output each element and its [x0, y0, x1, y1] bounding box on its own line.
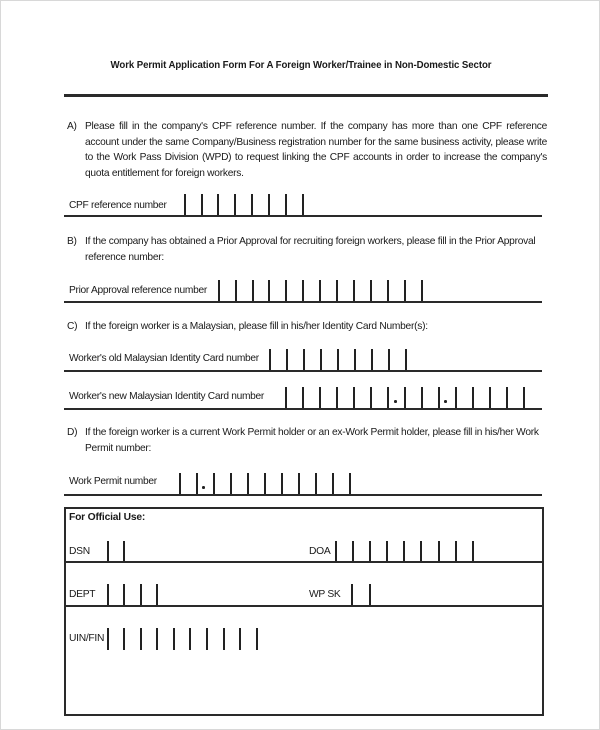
- official-row-divider-2: [64, 605, 544, 607]
- old-ic-line: [64, 370, 542, 372]
- box-separator-tick: [332, 473, 334, 495]
- box-separator-tick: [107, 628, 109, 650]
- box-separator-tick: [285, 280, 287, 302]
- title-rule: [64, 94, 548, 97]
- box-separator-tick: [404, 387, 406, 409]
- box-separator-tick: [252, 280, 254, 302]
- box-separator-tick: [251, 194, 253, 216]
- box-separator-tick: [421, 280, 423, 302]
- box-separator-tick: [387, 280, 389, 302]
- box-separator-tick: [189, 628, 191, 650]
- box-separator-tick: [123, 584, 125, 606]
- box-separator-tick: [179, 473, 181, 495]
- box-separator-tick: [421, 387, 423, 409]
- box-separator-tick: [140, 584, 142, 606]
- box-separator-tick: [239, 628, 241, 650]
- box-separator-tick: [286, 349, 288, 371]
- new-ic-line: [64, 408, 542, 410]
- box-separator-tick: [369, 584, 371, 606]
- box-separator-tick: [353, 387, 355, 409]
- box-separator-tick: [455, 541, 457, 563]
- prior-approval-label: Prior Approval reference number: [69, 285, 207, 296]
- work-permit-line: [64, 494, 542, 496]
- box-separator-tick: [281, 473, 283, 495]
- box-separator-tick: [319, 387, 321, 409]
- section-b-text: If the company has obtained a Prior Approval for recruiting foreign workers, please fill in the Prior Approval reference number:: [85, 236, 536, 263]
- cpf-reference-line: [64, 215, 542, 217]
- box-separator-tick: [269, 349, 271, 371]
- section-d-marker: D): [67, 427, 78, 438]
- box-separator-tick: [472, 387, 474, 409]
- box-separator-tick: [405, 349, 407, 371]
- cpf-reference-label: CPF reference number: [69, 200, 167, 211]
- box-separator-tick: [264, 473, 266, 495]
- old-ic-label: Worker's old Malaysian Identity Card number: [69, 353, 259, 364]
- box-separator-tick: [336, 280, 338, 302]
- box-separator-tick: [455, 387, 457, 409]
- box-separator-tick: [268, 280, 270, 302]
- box-separator-tick: [140, 628, 142, 650]
- box-separator-tick: [352, 541, 354, 563]
- separator-dot: [444, 400, 447, 403]
- box-separator-tick: [218, 280, 220, 302]
- box-separator-tick: [298, 473, 300, 495]
- box-separator-tick: [403, 541, 405, 563]
- box-separator-tick: [123, 628, 125, 650]
- work-permit-label: Work Permit number: [69, 476, 157, 487]
- box-separator-tick: [285, 194, 287, 216]
- box-separator-tick: [337, 349, 339, 371]
- box-separator-tick: [234, 194, 236, 216]
- section-a-text: Please fill in the company's CPF reference number. If the company has more than one CPF reference account under the same Company/Business registration number for the same business activity, please write to the Work Pass Division (WPD) to request linking the CPF accounts in order to increase the company's quota entitlement for foreign workers.: [85, 121, 547, 179]
- box-separator-tick: [523, 387, 525, 409]
- new-ic-label: Worker's new Malaysian Identity Card number: [69, 391, 264, 402]
- doa-label: DOA: [309, 546, 331, 557]
- dept-label: DEPT: [69, 589, 96, 600]
- box-separator-tick: [123, 541, 125, 563]
- box-separator-tick: [386, 541, 388, 563]
- official-row-divider-1: [64, 561, 544, 563]
- box-separator-tick: [196, 473, 198, 495]
- box-separator-tick: [335, 541, 337, 563]
- box-separator-tick: [285, 387, 287, 409]
- document-title: Work Permit Application Form For A Foreign Worker/Trainee in Non-Domestic Sector: [110, 59, 492, 71]
- section-c-marker: C): [67, 321, 78, 332]
- box-separator-tick: [268, 194, 270, 216]
- uin-fin-label: UIN/FIN: [69, 633, 105, 644]
- box-separator-tick: [206, 628, 208, 650]
- section-b-marker: B): [67, 236, 77, 247]
- section-a-marker: A): [67, 121, 77, 132]
- box-separator-tick: [369, 541, 371, 563]
- box-separator-tick: [438, 387, 440, 409]
- box-separator-tick: [320, 349, 322, 371]
- section-c-text: If the foreign worker is a Malaysian, please fill in his/her Identity Card Number(s):: [85, 321, 428, 332]
- prior-approval-line: [64, 301, 542, 303]
- box-separator-tick: [302, 194, 304, 216]
- box-separator-tick: [472, 541, 474, 563]
- box-separator-tick: [315, 473, 317, 495]
- dsn-label: DSN: [69, 546, 90, 557]
- box-separator-tick: [173, 628, 175, 650]
- box-separator-tick: [404, 280, 406, 302]
- box-separator-tick: [213, 473, 215, 495]
- wp-sk-label: WP SK: [309, 589, 341, 600]
- box-separator-tick: [230, 473, 232, 495]
- box-separator-tick: [371, 349, 373, 371]
- box-separator-tick: [302, 387, 304, 409]
- box-separator-tick: [107, 541, 109, 563]
- box-separator-tick: [370, 387, 372, 409]
- official-use-box: [64, 507, 544, 716]
- box-separator-tick: [247, 473, 249, 495]
- box-separator-tick: [156, 584, 158, 606]
- box-separator-tick: [235, 280, 237, 302]
- box-separator-tick: [256, 628, 258, 650]
- section-d-text: If the foreign worker is a current Work Permit holder or an ex-Work Permit holder, please fill in his/her Work Permit number:: [85, 427, 539, 454]
- box-separator-tick: [438, 541, 440, 563]
- box-separator-tick: [217, 194, 219, 216]
- box-separator-tick: [184, 194, 186, 216]
- box-separator-tick: [388, 349, 390, 371]
- official-use-title: For Official Use:: [69, 512, 146, 523]
- box-separator-tick: [201, 194, 203, 216]
- box-separator-tick: [351, 584, 353, 606]
- box-separator-tick: [336, 387, 338, 409]
- box-separator-tick: [302, 280, 304, 302]
- box-separator-tick: [319, 280, 321, 302]
- box-separator-tick: [156, 628, 158, 650]
- box-separator-tick: [353, 280, 355, 302]
- box-separator-tick: [354, 349, 356, 371]
- box-separator-tick: [303, 349, 305, 371]
- box-separator-tick: [223, 628, 225, 650]
- box-separator-tick: [420, 541, 422, 563]
- box-separator-tick: [370, 280, 372, 302]
- box-separator-tick: [489, 387, 491, 409]
- box-separator-tick: [387, 387, 389, 409]
- separator-dot: [202, 486, 205, 489]
- box-separator-tick: [349, 473, 351, 495]
- separator-dot: [394, 400, 397, 403]
- box-separator-tick: [506, 387, 508, 409]
- box-separator-tick: [107, 584, 109, 606]
